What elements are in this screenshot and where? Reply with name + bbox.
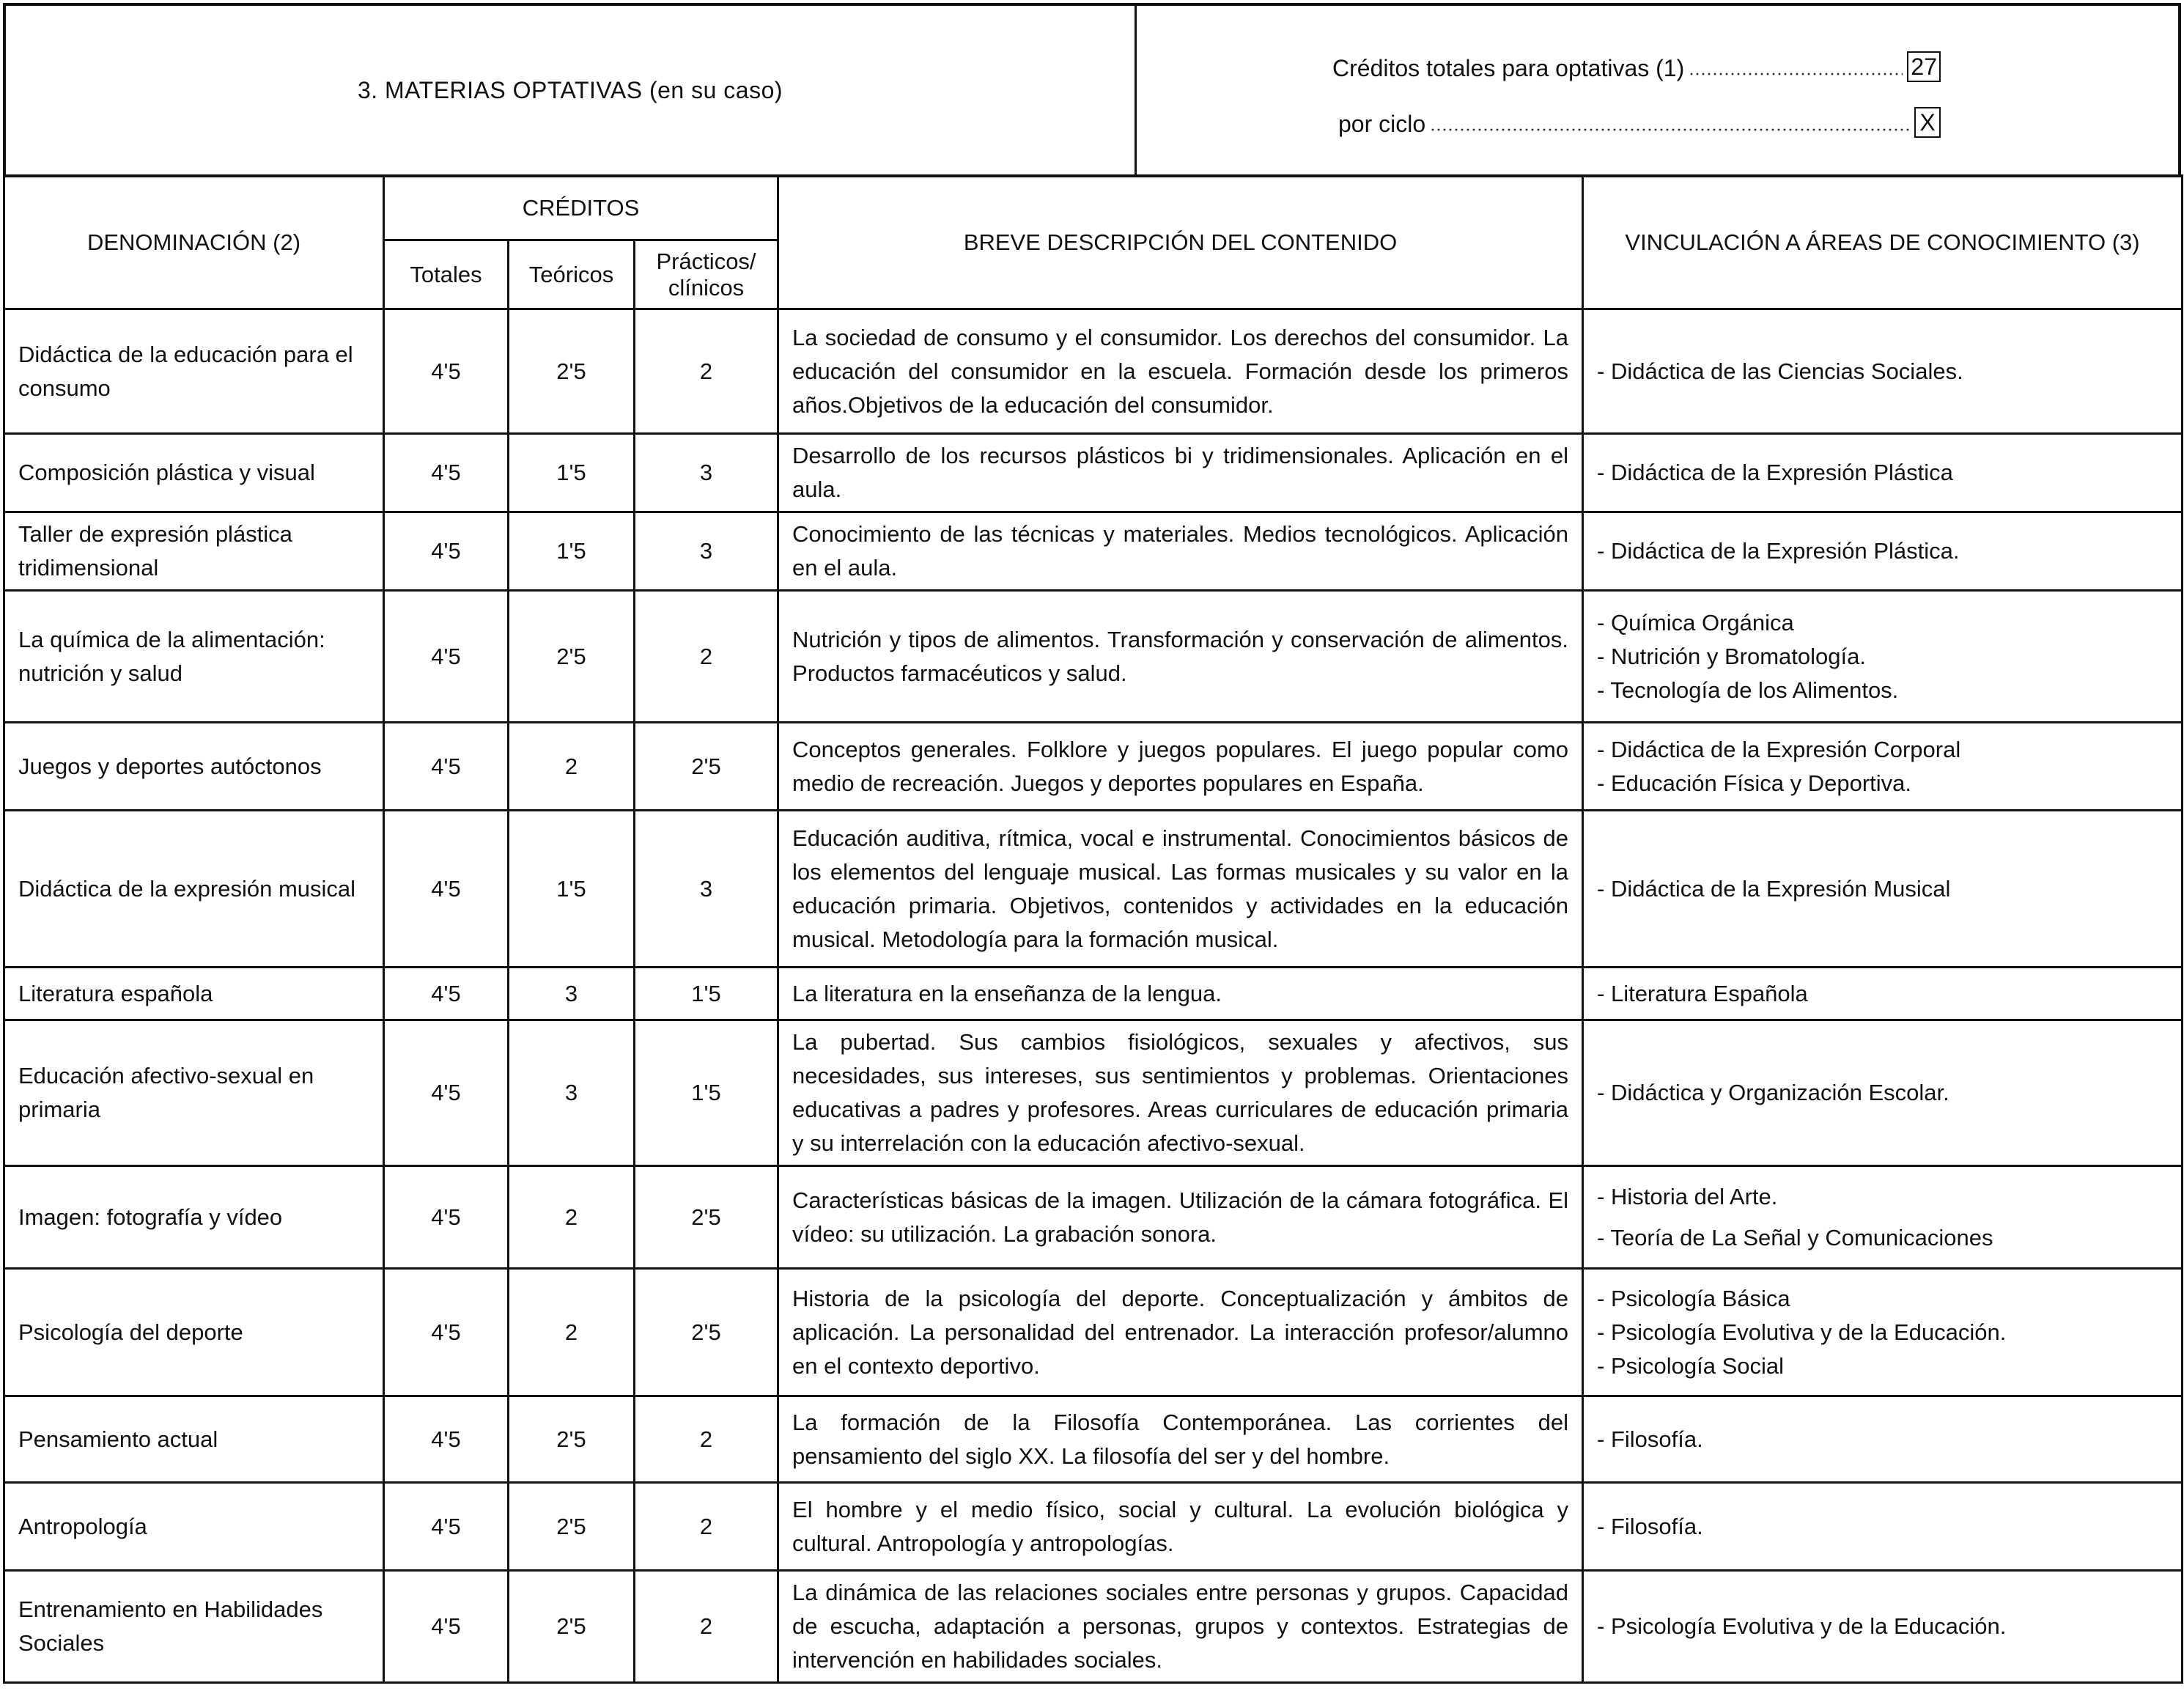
table-row xyxy=(4,811,2183,968)
table-row xyxy=(4,1571,2183,1683)
knowledge-areas xyxy=(1583,1396,2183,1483)
knowledge-area-item: - Psicología Básica xyxy=(1597,1285,1790,1311)
table-row xyxy=(4,723,2183,811)
section-title: 3. MATERIAS OPTATIVAS (en su caso) xyxy=(357,76,783,103)
credits-practicos: 2'5 xyxy=(635,723,778,811)
knowledge-areas xyxy=(1583,1269,2183,1396)
credits-totales: 4'5 xyxy=(384,1020,509,1166)
table-row xyxy=(4,968,2183,1020)
credits-practicos: 2 xyxy=(635,591,778,723)
knowledge-areas xyxy=(1583,1483,2183,1571)
content-description: La literatura en la enseñanza de la lengua. xyxy=(778,968,1583,1020)
header-creditos: CRÉDITOS xyxy=(384,176,778,240)
credits-practicos: 3 xyxy=(635,811,778,968)
credits-total-label: Créditos totales para optativas (1) xyxy=(1332,55,1685,81)
optional-subjects-table xyxy=(3,174,2183,1684)
credits-teoricos: 3 xyxy=(509,968,635,1020)
credits-practicos: 2 xyxy=(635,1483,778,1571)
credits-totales: 4'5 xyxy=(384,1166,509,1269)
credits-totales: 4'5 xyxy=(384,723,509,811)
credits-totales: 4'5 xyxy=(384,434,509,512)
header-teoricos: Teóricos xyxy=(509,240,635,309)
credits-teoricos: 2'5 xyxy=(509,591,635,723)
credits-totales: 4'5 xyxy=(384,1269,509,1396)
knowledge-area-item: - Didáctica de la Expresión Musical xyxy=(1597,875,1951,902)
credits-teoricos: 2'5 xyxy=(509,1571,635,1683)
content-description: Historia de la psicología del deporte. Conceptualización y ámbitos de aplicación. La personalidad del entrenador. La interacción profesor/alumno en el contexto deportivo. xyxy=(778,1269,1583,1396)
knowledge-areas xyxy=(1583,591,2183,723)
table-row xyxy=(4,512,2183,591)
knowledge-areas xyxy=(1583,434,2183,512)
knowledge-area-item: - Literatura Española xyxy=(1597,980,1808,1006)
credits-totales: 4'5 xyxy=(384,811,509,968)
header-descripcion: BREVE DESCRIPCIÓN DEL CONTENIDO xyxy=(778,176,1583,309)
credits-teoricos: 2 xyxy=(509,1269,635,1396)
knowledge-area-item: - Teoría de La Señal y Comunicaciones xyxy=(1597,1224,1993,1250)
subject-name: Didáctica de la expresión musical xyxy=(4,811,384,968)
knowledge-areas xyxy=(1583,512,2183,591)
credits-totales: 4'5 xyxy=(384,1396,509,1483)
content-description: El hombre y el medio físico, social y cultural. La evolución biológica y cultural. Antropología y antropologías. xyxy=(778,1483,1583,1571)
content-description: Nutrición y tipos de alimentos. Transformación y conservación de alimentos. Productos farmacéuticos y salud. xyxy=(778,591,1583,723)
table-row xyxy=(4,591,2183,723)
knowledge-area-item: - Didáctica de la Expresión Plástica xyxy=(1597,460,1953,485)
knowledge-area-item: - Didáctica de la Expresión Plástica. xyxy=(1597,538,1960,564)
table-row xyxy=(4,1483,2183,1571)
knowledge-area-item: - Didáctica y Organización Escolar. xyxy=(1597,1080,1949,1105)
content-description: La dinámica de las relaciones sociales entre personas y grupos. Capacidad de escucha, adaptación a personas, grupos y contextos. Estrategias de intervención en habilidades sociales. xyxy=(778,1571,1583,1683)
subject-name: Entrenamiento en Habilidades Sociales xyxy=(4,1571,384,1683)
credits-teoricos: 2 xyxy=(509,1166,635,1269)
knowledge-areas xyxy=(1583,968,2183,1020)
table-row xyxy=(4,1269,2183,1396)
knowledge-areas xyxy=(1583,1020,2183,1166)
knowledge-area-item: - Educación Física y Deportiva. xyxy=(1597,770,1912,796)
content-description: Conocimiento de las técnicas y materiales. Medios tecnológicos. Aplicación en el aula. xyxy=(778,512,1583,591)
subject-name: La química de la alimentación: nutrición y salud xyxy=(4,591,384,723)
credits-practicos: 3 xyxy=(635,512,778,591)
knowledge-areas xyxy=(1583,309,2183,434)
credits-teoricos: 2 xyxy=(509,723,635,811)
credits-practicos: 2 xyxy=(635,1571,778,1683)
per-cycle-label: por ciclo xyxy=(1338,111,1426,137)
knowledge-areas xyxy=(1583,811,2183,968)
header-divider xyxy=(1135,6,1137,174)
content-description: Desarrollo de los recursos plásticos bi y tridimensionales. Aplicación en el aula. xyxy=(778,434,1583,512)
subject-name: Psicología del deporte xyxy=(4,1269,384,1396)
knowledge-area-item: - Didáctica de las Ciencias Sociales. xyxy=(1597,358,1963,384)
knowledge-areas xyxy=(1583,1571,2183,1683)
knowledge-area-item: - Filosofía. xyxy=(1597,1513,1703,1539)
credits-totales: 4'5 xyxy=(384,309,509,434)
content-description: Conceptos generales. Folklore y juegos populares. El juego popular como medio de recreación. Juegos y deportes populares en España. xyxy=(778,723,1583,811)
content-description: La pubertad. Sus cambios fisiológicos, sexuales y afectivos, sus necesidades, sus intereses, sus sentimientos y problemas. Orientaciones educativas a padres y profesores. Areas curriculares de educación primaria y su interrelación con la educación afectivo-sexual. xyxy=(778,1020,1583,1166)
credits-teoricos: 3 xyxy=(509,1020,635,1166)
knowledge-area-item: - Historia del Arte. xyxy=(1597,1183,1778,1209)
credits-practicos: 2'5 xyxy=(635,1269,778,1396)
content-description: Educación auditiva, rítmica, vocal e instrumental. Conocimientos básicos de los elementos del lenguaje musical. Las formas musicales y su valor en la educación primaria. Objetivos, contenidos y actividades en la educación musical. Metodología para la formación musical. xyxy=(778,811,1583,968)
header-denominacion: DENOMINACIÓN (2) xyxy=(4,176,384,309)
dot-leader xyxy=(1689,72,1903,76)
table-row xyxy=(4,1166,2183,1269)
credits-totales: 4'5 xyxy=(384,1483,509,1571)
header-practicos: Prácticos/ clínicos xyxy=(635,240,778,309)
knowledge-area-item: - Psicología Evolutiva y de la Educación. xyxy=(1597,1319,2007,1345)
credits-totales: 4'5 xyxy=(384,512,509,591)
content-description: Características básicas de la imagen. Utilización de la cámara fotográfica. El vídeo: su utilización. La grabación sonora. xyxy=(778,1166,1583,1269)
subject-name: Pensamiento actual xyxy=(4,1396,384,1483)
subject-name: Didáctica de la educación para el consumo xyxy=(4,309,384,434)
content-description: La formación de la Filosofía Contemporánea. Las corrientes del pensamiento del siglo XX. La filosofía del ser y del hombre. xyxy=(778,1396,1583,1483)
knowledge-area-item: - Nutrición y Bromatología. xyxy=(1597,643,1866,669)
knowledge-area-item: - Tecnología de los Alimentos. xyxy=(1597,677,1899,703)
credits-total-line xyxy=(1332,51,1941,82)
subject-name: Antropología xyxy=(4,1483,384,1571)
table-row xyxy=(4,1396,2183,1483)
per-cycle-value: X xyxy=(1914,107,1941,138)
subject-name: Imagen: fotografía y vídeo xyxy=(4,1166,384,1269)
dot-leader xyxy=(1430,128,1910,132)
knowledge-areas xyxy=(1583,723,2183,811)
credits-practicos: 2 xyxy=(635,309,778,434)
credits-teoricos: 1'5 xyxy=(509,434,635,512)
subject-name: Educación afectivo-sexual en primaria xyxy=(4,1020,384,1166)
knowledge-area-item: - Filosofía. xyxy=(1597,1426,1703,1452)
knowledge-area-item: - Química Orgánica xyxy=(1597,609,1794,635)
table-row xyxy=(4,1020,2183,1166)
credits-teoricos: 1'5 xyxy=(509,512,635,591)
credits-teoricos: 2'5 xyxy=(509,1483,635,1571)
subject-name: Juegos y deportes autóctonos xyxy=(4,723,384,811)
credits-practicos: 3 xyxy=(635,434,778,512)
section-header-box xyxy=(3,3,2181,177)
table-body xyxy=(4,309,2183,1683)
knowledge-area-item: - Didáctica de la Expresión Corporal xyxy=(1597,736,1961,762)
table-row xyxy=(4,309,2183,434)
subject-name: Taller de expresión plástica tridimensional xyxy=(4,512,384,591)
credits-practicos: 1'5 xyxy=(635,1020,778,1166)
content-description: La sociedad de consumo y el consumidor. Los derechos del consumidor. La educación del consumidor en la escuela. Formación desde los primeros años.Objetivos de la educación del consumidor. xyxy=(778,309,1583,434)
subject-name: Composición plástica y visual xyxy=(4,434,384,512)
knowledge-area-item: - Psicología Evolutiva y de la Educación. xyxy=(1597,1613,2007,1639)
per-cycle-line xyxy=(1332,107,1941,138)
credits-teoricos: 2'5 xyxy=(509,309,635,434)
header-vinculacion: VINCULACIÓN A ÁREAS DE CONOCIMIENTO (3) xyxy=(1583,176,2183,309)
table-row xyxy=(4,434,2183,512)
credits-totales: 4'5 xyxy=(384,968,509,1020)
credits-totales: 4'5 xyxy=(384,591,509,723)
credits-practicos: 2 xyxy=(635,1396,778,1483)
header-totales: Totales xyxy=(384,240,509,309)
credits-teoricos: 2'5 xyxy=(509,1396,635,1483)
knowledge-area-item: - Psicología Social xyxy=(1597,1352,1785,1379)
credits-practicos: 2'5 xyxy=(635,1166,778,1269)
credits-total-value: 27 xyxy=(1907,51,1941,82)
credits-teoricos: 1'5 xyxy=(509,811,635,968)
credits-practicos: 1'5 xyxy=(635,968,778,1020)
subject-name: Literatura española xyxy=(4,968,384,1020)
knowledge-areas xyxy=(1583,1166,2183,1269)
credits-totales: 4'5 xyxy=(384,1571,509,1683)
